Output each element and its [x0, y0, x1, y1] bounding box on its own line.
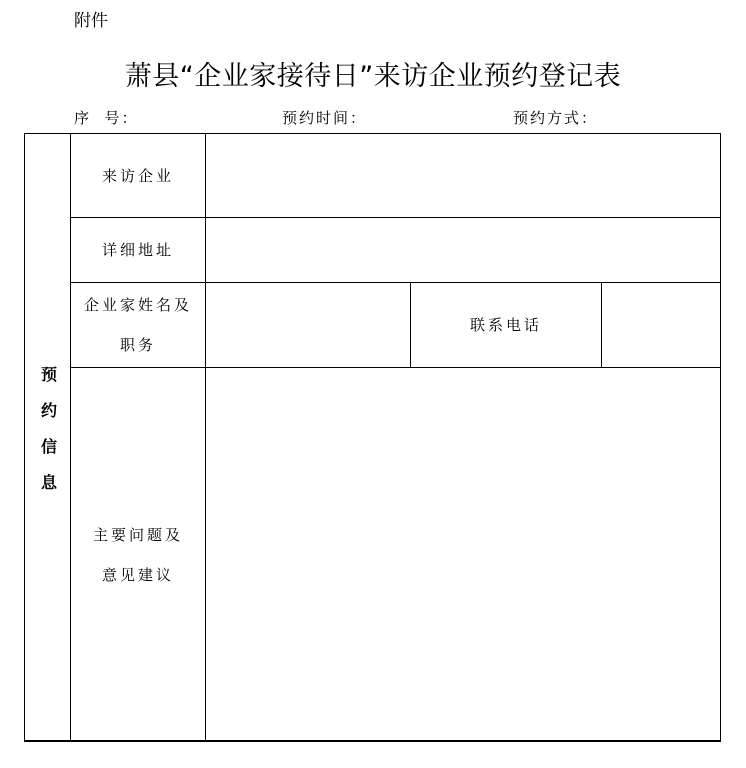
- entrepreneur-label-line1: 企业家姓名及: [83, 296, 192, 314]
- address-field[interactable]: [206, 218, 720, 282]
- visiting-company-text: 来访企业: [101, 166, 174, 185]
- sequence-number-label: 序 号：: [74, 109, 139, 127]
- entrepreneur-label-line2: 职务: [119, 336, 156, 354]
- entrepreneur-name-title-label: [71, 283, 205, 367]
- visiting-company-label: [71, 134, 205, 217]
- phone-text: 联系电话: [469, 316, 542, 334]
- attachment-label: 附件: [74, 11, 108, 31]
- page-title: 萧县“企业家接待日”来访企业预约登记表: [124, 61, 622, 92]
- section-label-text: 预约信息: [38, 365, 58, 510]
- phone-label: [411, 283, 601, 367]
- issues-label-line1: 主要问题及: [92, 525, 183, 544]
- address-label: [71, 218, 205, 282]
- appointment-info-section-label: [25, 134, 71, 741]
- appointment-time-label: 预约时间：: [282, 109, 368, 127]
- entrepreneur-name-field[interactable]: [206, 283, 410, 367]
- phone-field[interactable]: [602, 283, 720, 367]
- visiting-company-field[interactable]: [206, 134, 720, 217]
- issues-label-line2: 意见建议: [101, 565, 174, 584]
- registration-form-table: [24, 133, 721, 742]
- main-issues-field[interactable]: [206, 368, 720, 741]
- address-text: 详细地址: [101, 241, 174, 259]
- appointment-method-label: 预约方式：: [513, 109, 599, 127]
- main-issues-label: [71, 368, 205, 741]
